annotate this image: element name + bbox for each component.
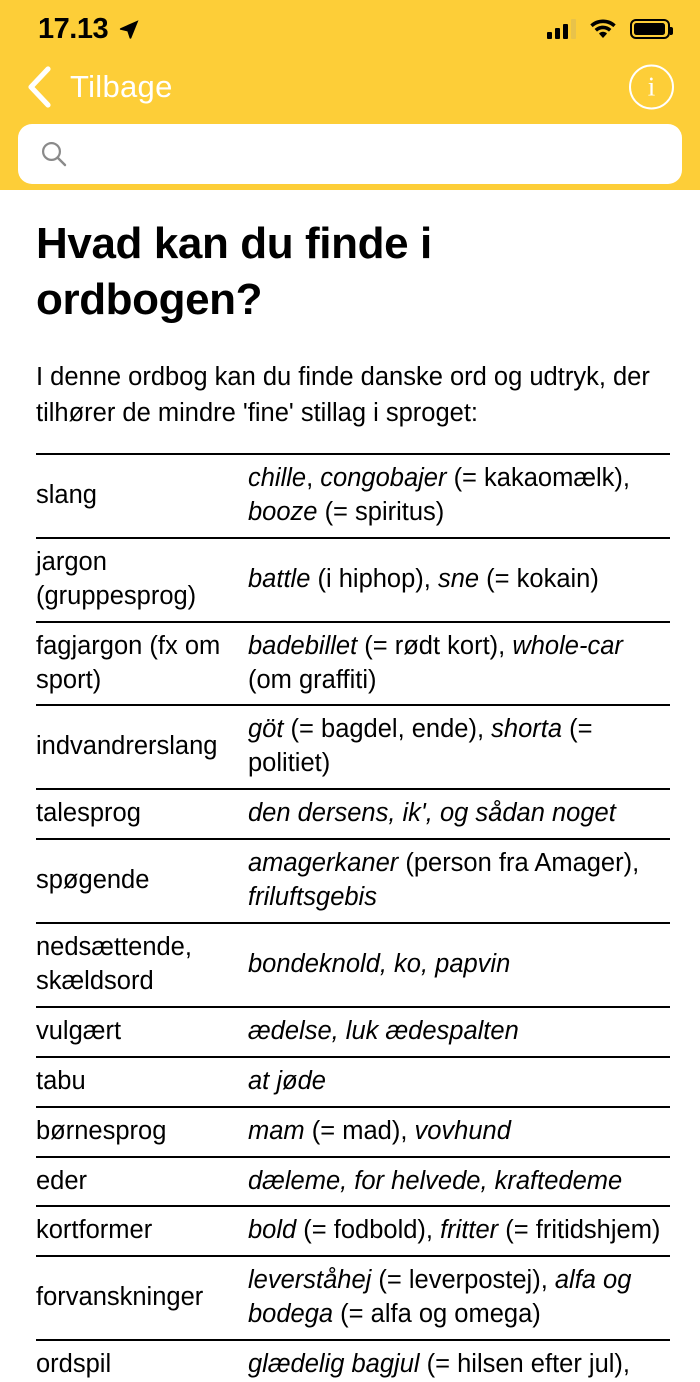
table-row <box>36 1107 670 1157</box>
example-gloss: (= bagdel, ende), <box>283 715 492 744</box>
table-cell-examples <box>248 1256 670 1340</box>
navigation-bar <box>0 58 700 116</box>
example-term: battle <box>248 564 311 593</box>
status-bar-right <box>547 19 670 39</box>
example-term: badebillet <box>248 631 358 660</box>
table-row <box>36 454 670 538</box>
example-term: friluftsgebis <box>248 883 377 912</box>
table-row <box>36 923 670 1007</box>
example-term: shorta <box>491 715 563 744</box>
example-term: whole-car <box>512 631 623 660</box>
example-term: ædelse, luk ædespalten <box>248 1016 519 1045</box>
table-row <box>36 1007 670 1057</box>
table-cell-examples <box>248 1206 670 1256</box>
chevron-left-icon <box>26 66 52 108</box>
table-cell-category: kortformer <box>36 1216 153 1245</box>
table-cell-examples <box>248 839 670 923</box>
table-cell-examples <box>248 622 670 706</box>
table-row <box>36 1057 670 1107</box>
info-button-label: i <box>647 71 656 101</box>
search-input[interactable] <box>82 124 660 184</box>
yellow-header <box>0 0 700 190</box>
example-term: at jøde <box>248 1066 326 1095</box>
intro-paragraph: I denne ordbog kan du finde danske ord og udtryk, der tilhører de mindre 'fine' stillag i sproget: <box>36 362 650 427</box>
search-icon <box>40 140 68 168</box>
table-cell-examples <box>248 705 670 789</box>
wifi-icon <box>589 19 617 39</box>
table-cell-category: slang <box>36 480 97 509</box>
example-term: mam <box>248 1116 305 1145</box>
example-term: fritter <box>440 1216 499 1245</box>
table-cell-examples <box>248 1057 670 1107</box>
table-cell-category: talesprog <box>36 799 141 828</box>
info-circle-icon[interactable] <box>629 65 674 110</box>
example-gloss: (= alfa og omega) <box>333 1300 541 1329</box>
example-gloss: (om graffiti) <box>248 665 377 694</box>
example-term: alfa og bodega <box>248 1266 632 1329</box>
table-row <box>36 789 670 839</box>
example-term: dæleme, for helvede, kraftedeme <box>248 1166 623 1195</box>
table-cell-category: nedsættende, skældsord <box>36 933 192 995</box>
example-term: congobajer <box>320 464 447 493</box>
battery-icon <box>630 19 670 39</box>
example-term: chille <box>248 464 307 493</box>
table-row <box>36 1256 670 1340</box>
status-bar-left <box>38 12 141 45</box>
stillag-table <box>36 453 670 1382</box>
table-cell-examples <box>248 789 670 839</box>
example-term: booze <box>248 497 318 526</box>
example-term: sne <box>437 564 480 593</box>
table-cell-category: jargon (gruppesprog) <box>36 547 197 610</box>
table-cell-examples <box>248 1007 670 1057</box>
example-term: amagerkaner <box>248 849 399 878</box>
example-gloss: , <box>306 464 321 493</box>
table-row <box>36 705 670 789</box>
search-field[interactable] <box>18 124 682 184</box>
table-cell-category: ordspil <box>36 1350 112 1379</box>
table-row <box>36 839 670 923</box>
example-gloss: (= hilsen efter jul), <box>419 1350 631 1379</box>
table-cell-examples <box>248 1157 670 1207</box>
table-cell-category: fagjargon (fx om sport) <box>36 631 221 694</box>
example-gloss: (i hiphop), <box>310 564 438 593</box>
example-term: bold <box>248 1216 297 1245</box>
example-gloss: (= fritidshjem) <box>498 1216 661 1245</box>
table-row <box>36 1206 670 1256</box>
table-cell-examples <box>248 923 670 1007</box>
back-button-label: Tilbage <box>70 69 173 104</box>
table-row <box>36 1157 670 1207</box>
article-content <box>0 190 700 1382</box>
table-cell-examples <box>248 1107 670 1157</box>
table-cell-category: eder <box>36 1166 88 1195</box>
status-time: 17.13 <box>38 12 109 45</box>
example-term: bondeknold, ko, papvin <box>248 949 511 978</box>
back-button[interactable] <box>26 66 173 108</box>
table-cell-category: tabu <box>36 1066 86 1095</box>
table-cell-examples <box>248 538 670 622</box>
example-gloss: (person fra Amager), <box>398 849 640 878</box>
search-bar-container <box>0 116 700 184</box>
cellular-signal-icon <box>547 19 576 39</box>
example-gloss: (= spiritus) <box>317 497 445 526</box>
example-term: göt <box>248 715 284 744</box>
table-cell-examples <box>248 454 670 538</box>
table-row <box>36 622 670 706</box>
example-term: vovhund <box>414 1116 511 1145</box>
table-cell-category: forvanskninger <box>36 1283 204 1312</box>
table-cell-examples <box>248 1340 670 1382</box>
example-term: den dersens, ik', og sådan noget <box>248 799 616 828</box>
example-gloss: (= politiet) <box>248 715 593 778</box>
table-cell-category: børnesprog <box>36 1116 167 1145</box>
stillag-table-body <box>36 454 670 1382</box>
example-gloss: (= leverpostej), <box>371 1266 555 1295</box>
example-term: glædelig bagjul <box>248 1350 420 1379</box>
example-gloss: (= kakaomælk), <box>446 464 630 493</box>
table-cell-category: spøgende <box>36 866 150 895</box>
example-gloss: (= fodbold), <box>296 1216 441 1245</box>
table-row <box>36 538 670 622</box>
page-title: Hvad kan du finde i ordbogen? <box>36 219 432 325</box>
example-gloss: (= mad), <box>304 1116 415 1145</box>
example-gloss: (= rødt kort), <box>357 631 513 660</box>
location-arrow-icon <box>117 17 141 41</box>
example-gloss: (= kokain) <box>479 564 599 593</box>
table-cell-category: indvandrerslang <box>36 732 218 761</box>
table-cell-category: vulgært <box>36 1016 122 1045</box>
table-row <box>36 1340 670 1382</box>
example-term: leverståhej <box>248 1266 372 1295</box>
status-bar <box>0 0 700 58</box>
